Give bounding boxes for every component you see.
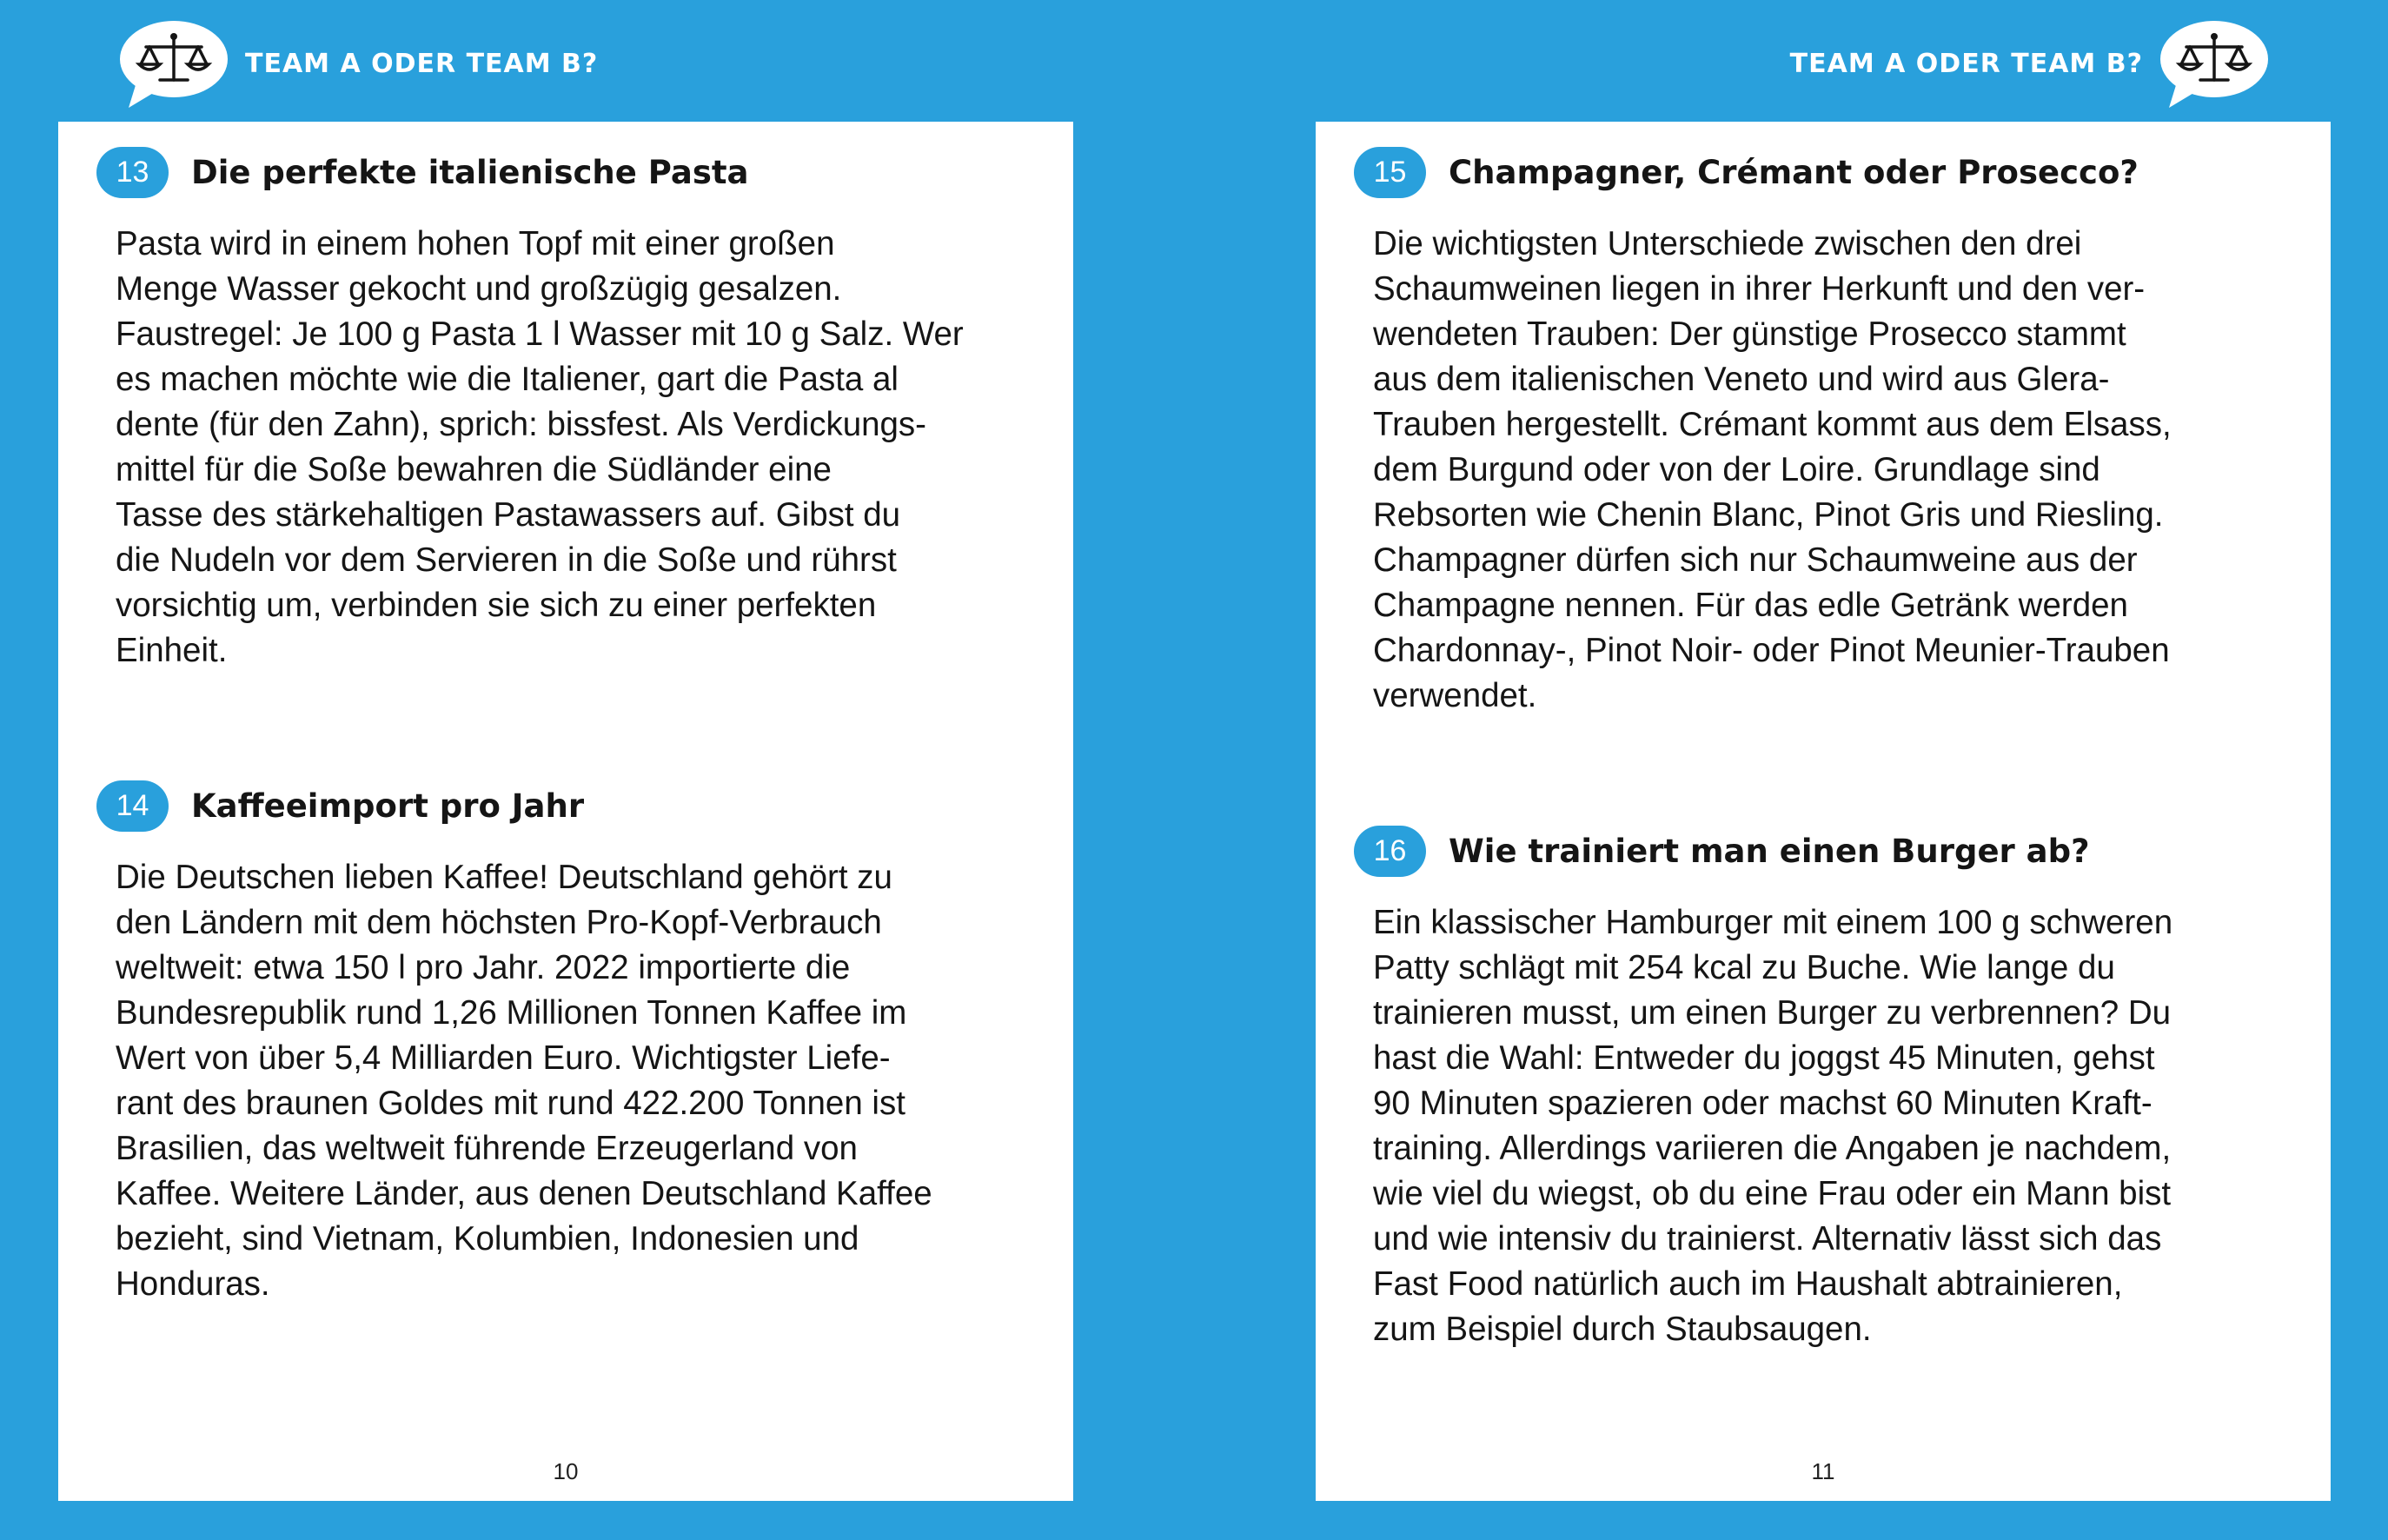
body-line: zum Beispiel durch Staubsaugen. (1373, 1311, 1872, 1348)
section-title: Kaffeeimport pro Jahr (191, 787, 585, 825)
body-line: und wie intensiv du trainierst. Alternativ lässt sich das (1373, 1220, 2162, 1258)
body-line: vorsichtig um, verbinden sie sich zu einer perfekten (116, 587, 877, 624)
section-number-badge: 14 (96, 780, 169, 832)
section-body (116, 222, 1052, 674)
section-body (1373, 222, 2310, 719)
body-line: bezieht, sind Vietnam, Kolumbien, Indonesien und (116, 1220, 859, 1258)
body-line: den Ländern mit dem höchsten Pro-Kopf-Verbrauch (116, 904, 882, 941)
body-line: Pasta wird in einem hohen Topf mit einer großen (116, 225, 835, 262)
section-header (1354, 826, 2310, 881)
body-line: Kaffee. Weitere Länder, aus denen Deutschland Kaffee (116, 1175, 932, 1212)
body-line: Chardonnay-, Pinot Noir- oder Pinot Meunier-Trauben (1373, 632, 2170, 669)
section-number-badge: 15 (1354, 147, 1426, 198)
body-line: training. Allerdings variieren die Angaben je nachdem, (1373, 1130, 2172, 1167)
body-line: Die wichtigsten Unterschiede zwischen den drei (1373, 225, 2082, 262)
section-title: Wie trainiert man einen Burger ab? (1449, 833, 2090, 870)
right-page (1316, 122, 2331, 1501)
body-line: Menge Wasser gekocht und großzügig gesalzen. (116, 270, 842, 308)
body-line: rant des braunen Goldes mit rund 422.200 Tonnen ist (116, 1085, 905, 1122)
body-line: weltweit: etwa 150 l pro Jahr. 2022 importierte die (116, 949, 851, 986)
body-line: mittel für die Soße bewahren die Südländer eine (116, 451, 832, 488)
body-line: Trauben hergestellt. Crémant kommt aus dem Elsass, (1373, 406, 2172, 443)
section-header (96, 147, 1052, 202)
body-line: Bundesrepublik rund 1,26 Millionen Tonnen Kaffee im (116, 994, 907, 1032)
body-line: Die Deutschen lieben Kaffee! Deutschland gehört zu (116, 859, 892, 896)
section-title: Die perfekte italienische Pasta (191, 154, 749, 191)
header-title-right: TEAM A ODER TEAM B? (1789, 49, 2143, 79)
body-line: Brasilien, das weltweit führende Erzeugerland von (116, 1130, 858, 1167)
section-number-badge: 13 (96, 147, 169, 198)
body-line: aus dem italienischen Veneto und wird aus Glera- (1373, 361, 2110, 398)
body-line: Honduras. (116, 1265, 270, 1303)
section-header (1354, 147, 2310, 202)
scales-icon (2157, 19, 2272, 110)
section-number-badge: 16 (1354, 826, 1426, 877)
body-line: Wert von über 5,4 Milliarden Euro. Wichtigster Liefe- (116, 1039, 891, 1077)
section-16 (1354, 826, 2310, 1352)
body-line: Tasse des stärkehaltigen Pastawassers auf. Gibst du (116, 496, 901, 534)
page-number: 11 (1811, 1458, 1835, 1484)
body-line: die Nudeln vor dem Servieren in die Soße und rührst (116, 541, 897, 579)
body-line: Rebsorten wie Chenin Blanc, Pinot Gris und Riesling. (1373, 496, 2164, 534)
body-line: dem Burgund oder von der Loire. Grundlage sind (1373, 451, 2100, 488)
scales-icon-bubble-left (116, 19, 231, 110)
body-line: Champagne nennen. Für das edle Getränk werden (1373, 587, 2128, 624)
body-line: dente (für den Zahn), sprich: bissfest. Als Verdickungs- (116, 406, 927, 443)
scales-icon (116, 19, 231, 110)
body-line: Champagner dürfen sich nur Schaumweine aus der (1373, 541, 2138, 579)
section-13 (96, 147, 1052, 674)
body-line: hast die Wahl: Entweder du joggst 45 Minuten, gehst (1373, 1039, 2155, 1077)
section-body (1373, 900, 2310, 1352)
body-line: Patty schlägt mit 254 kcal zu Buche. Wie lange du (1373, 949, 2115, 986)
body-line: Fast Food natürlich auch im Haushalt abtrainieren, (1373, 1265, 2123, 1303)
section-body (116, 855, 1052, 1307)
section-header (96, 780, 1052, 836)
page-number: 10 (553, 1458, 579, 1484)
body-line: wendeten Trauben: Der günstige Prosecco stammt (1373, 315, 2126, 353)
body-line: trainieren musst, um einen Burger zu verbrennen? Du (1373, 994, 2172, 1032)
body-line: wie viel du wiegst, ob du eine Frau oder ein Mann bist (1373, 1175, 2172, 1212)
left-page (58, 122, 1073, 1501)
scales-icon-bubble-right (2157, 19, 2272, 110)
body-line: es machen möchte wie die Italiener, gart die Pasta al (116, 361, 899, 398)
body-line: Ein klassischer Hamburger mit einem 100 g schweren (1373, 904, 2173, 941)
body-line: verwendet. (1373, 677, 1537, 714)
body-line: 90 Minuten spazieren oder machst 60 Minuten Kraft- (1373, 1085, 2153, 1122)
section-15 (1354, 147, 2310, 719)
section-14 (96, 780, 1052, 1307)
section-title: Champagner, Crémant oder Prosecco? (1449, 154, 2139, 191)
body-line: Faustregel: Je 100 g Pasta 1 l Wasser mit 10 g Salz. Wer (116, 315, 964, 353)
header-title-left: TEAM A ODER TEAM B? (245, 49, 599, 79)
body-line: Schaumweinen liegen in ihrer Herkunft und den ver- (1373, 270, 2146, 308)
body-line: Einheit. (116, 632, 228, 669)
